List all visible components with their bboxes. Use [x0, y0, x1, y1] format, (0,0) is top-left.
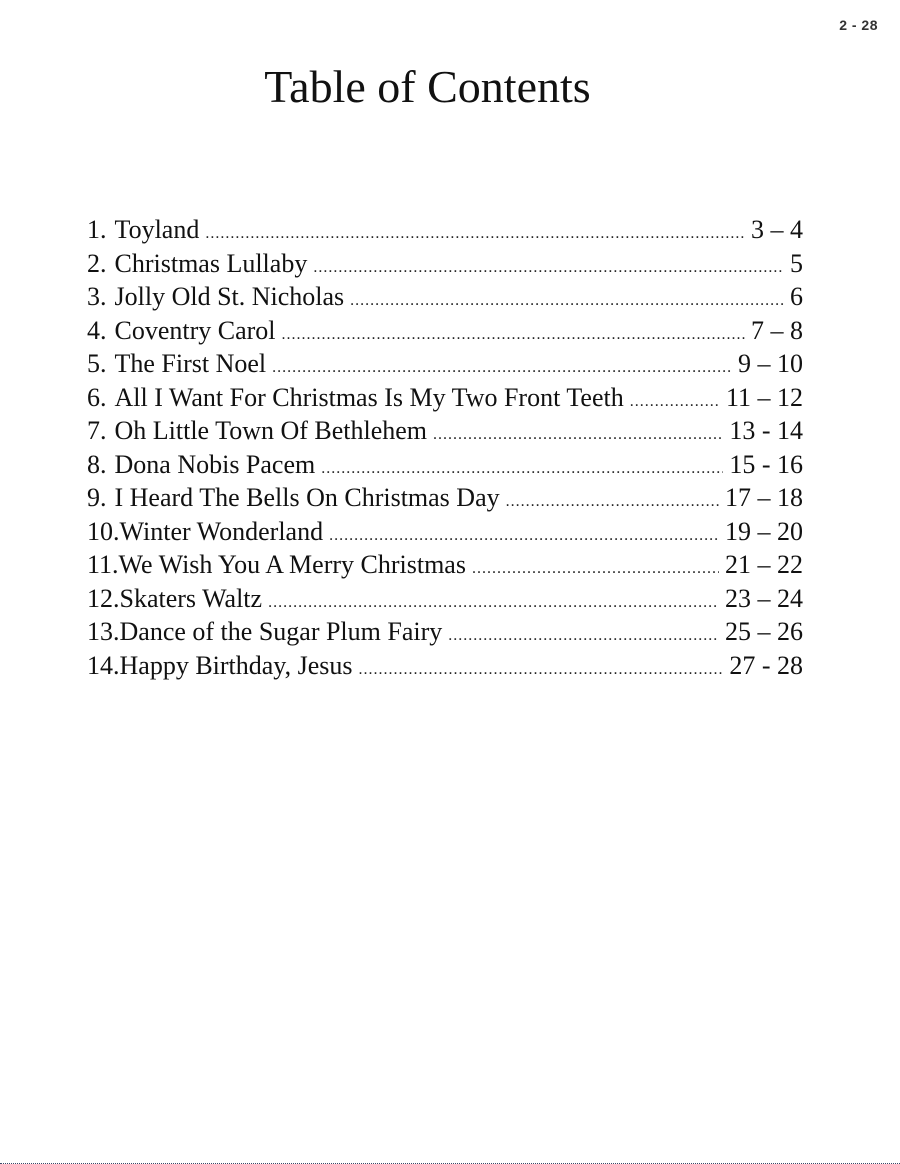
toc-entry-number: 11. [87, 550, 119, 579]
toc-entry-pages: 15 - 16 [729, 449, 803, 479]
dot-leader [313, 259, 784, 277]
toc-entry-oh-little-town-of-bethlehem [87, 416, 803, 450]
toc-entry-number: 12. [87, 583, 120, 613]
toc-entry-pages: 21 – 22 [725, 550, 803, 579]
toc-entry-number: 10. [87, 516, 120, 546]
toc-entry-pages: 19 – 20 [725, 516, 803, 546]
toc-entry-number: 7. [87, 416, 107, 445]
toc-entry-title: Winter Wonderland [119, 516, 324, 546]
toc-entry-winter-wonderland [87, 517, 803, 551]
toc-entry-pages: 23 – 24 [725, 583, 803, 613]
toc-entry-dance-of-the-sugar-plum-fairy [87, 617, 803, 651]
dot-leader [472, 560, 719, 578]
page-number: 2 - 28 [839, 17, 878, 33]
toc-entry-i-heard-the-bells [87, 483, 803, 517]
toc-entry-title: The First Noel [114, 349, 267, 378]
toc-entry-title: Coventry Carol [114, 315, 276, 345]
toc-entry-title: Dance of the Sugar Plum Fairy [119, 617, 443, 646]
toc-entry-all-i-want-for-christmas [87, 383, 803, 417]
toc-entry-pages: 7 – 8 [751, 315, 803, 345]
toc-entry-number: 14. [87, 650, 120, 680]
toc-entry-title: Christmas Lullaby [114, 248, 308, 278]
toc-entry-number: 9. [87, 483, 107, 512]
toc-entry-number: 6. [87, 382, 107, 412]
toc-entry-number: 2. [87, 248, 107, 278]
toc-entry-title: Happy Birthday, Jesus [119, 650, 353, 680]
toc-entry-skaters-waltz [87, 584, 803, 618]
toc-entry-number: 4. [87, 315, 107, 345]
toc-entry-pages: 27 - 28 [729, 650, 803, 680]
toc-entry-pages: 13 - 14 [729, 416, 803, 445]
dot-leader [321, 460, 723, 478]
toc-entry-title: Skaters Waltz [119, 583, 263, 613]
dot-leader [282, 326, 745, 344]
toc-entry-christmas-lullaby [87, 249, 803, 283]
toc-entry-pages: 5 [790, 248, 803, 278]
toc-entry-dona-nobis-pacem [87, 450, 803, 484]
dot-leader [433, 426, 723, 444]
toc-entry-title: I Heard The Bells On Christmas Day [114, 483, 500, 512]
dot-leader [329, 527, 719, 545]
toc-entry-we-wish-you-a-merry-christmas [87, 550, 803, 584]
toc-entry-pages: 6 [790, 282, 803, 311]
dot-leader [630, 393, 720, 411]
toc-entry-number: 1. [87, 215, 107, 244]
toc-entry-pages: 9 – 10 [738, 349, 803, 378]
toc-entry-pages: 11 – 12 [725, 382, 803, 412]
toc-entry-jolly-old-st-nicholas [87, 282, 803, 316]
toc-entry-title: Jolly Old St. Nicholas [114, 282, 345, 311]
dot-leader [506, 493, 719, 511]
toc-entry-title: Oh Little Town Of Bethlehem [114, 416, 428, 445]
dot-leader [350, 292, 784, 310]
toc-entry-number: 8. [87, 449, 107, 479]
dot-leader [272, 359, 732, 377]
dot-leader [268, 594, 719, 612]
toc-entry-happy-birthday-jesus [87, 651, 803, 685]
toc-entry-number: 3. [87, 282, 107, 311]
dot-leader [205, 225, 745, 243]
toc-entry-toyland [87, 215, 803, 249]
toc-entry-coventry-carol [87, 316, 803, 350]
table-of-contents [87, 215, 803, 684]
toc-entry-the-first-noel [87, 349, 803, 383]
toc-entry-title: Toyland [114, 215, 200, 244]
toc-entry-pages: 3 – 4 [751, 215, 803, 244]
toc-entry-title: We Wish You A Merry Christmas [118, 550, 466, 579]
toc-entry-pages: 25 – 26 [725, 617, 803, 646]
toc-entry-title: All I Want For Christmas Is My Two Front Teeth [114, 382, 624, 412]
dot-leader [359, 661, 724, 679]
toc-entry-number: 13. [87, 617, 120, 646]
toc-entry-title: Dona Nobis Pacem [114, 449, 316, 479]
page-title: Table of Contents [264, 61, 591, 112]
toc-entry-number: 5. [87, 349, 107, 378]
dot-leader [448, 627, 719, 645]
toc-entry-pages: 17 – 18 [725, 483, 803, 512]
